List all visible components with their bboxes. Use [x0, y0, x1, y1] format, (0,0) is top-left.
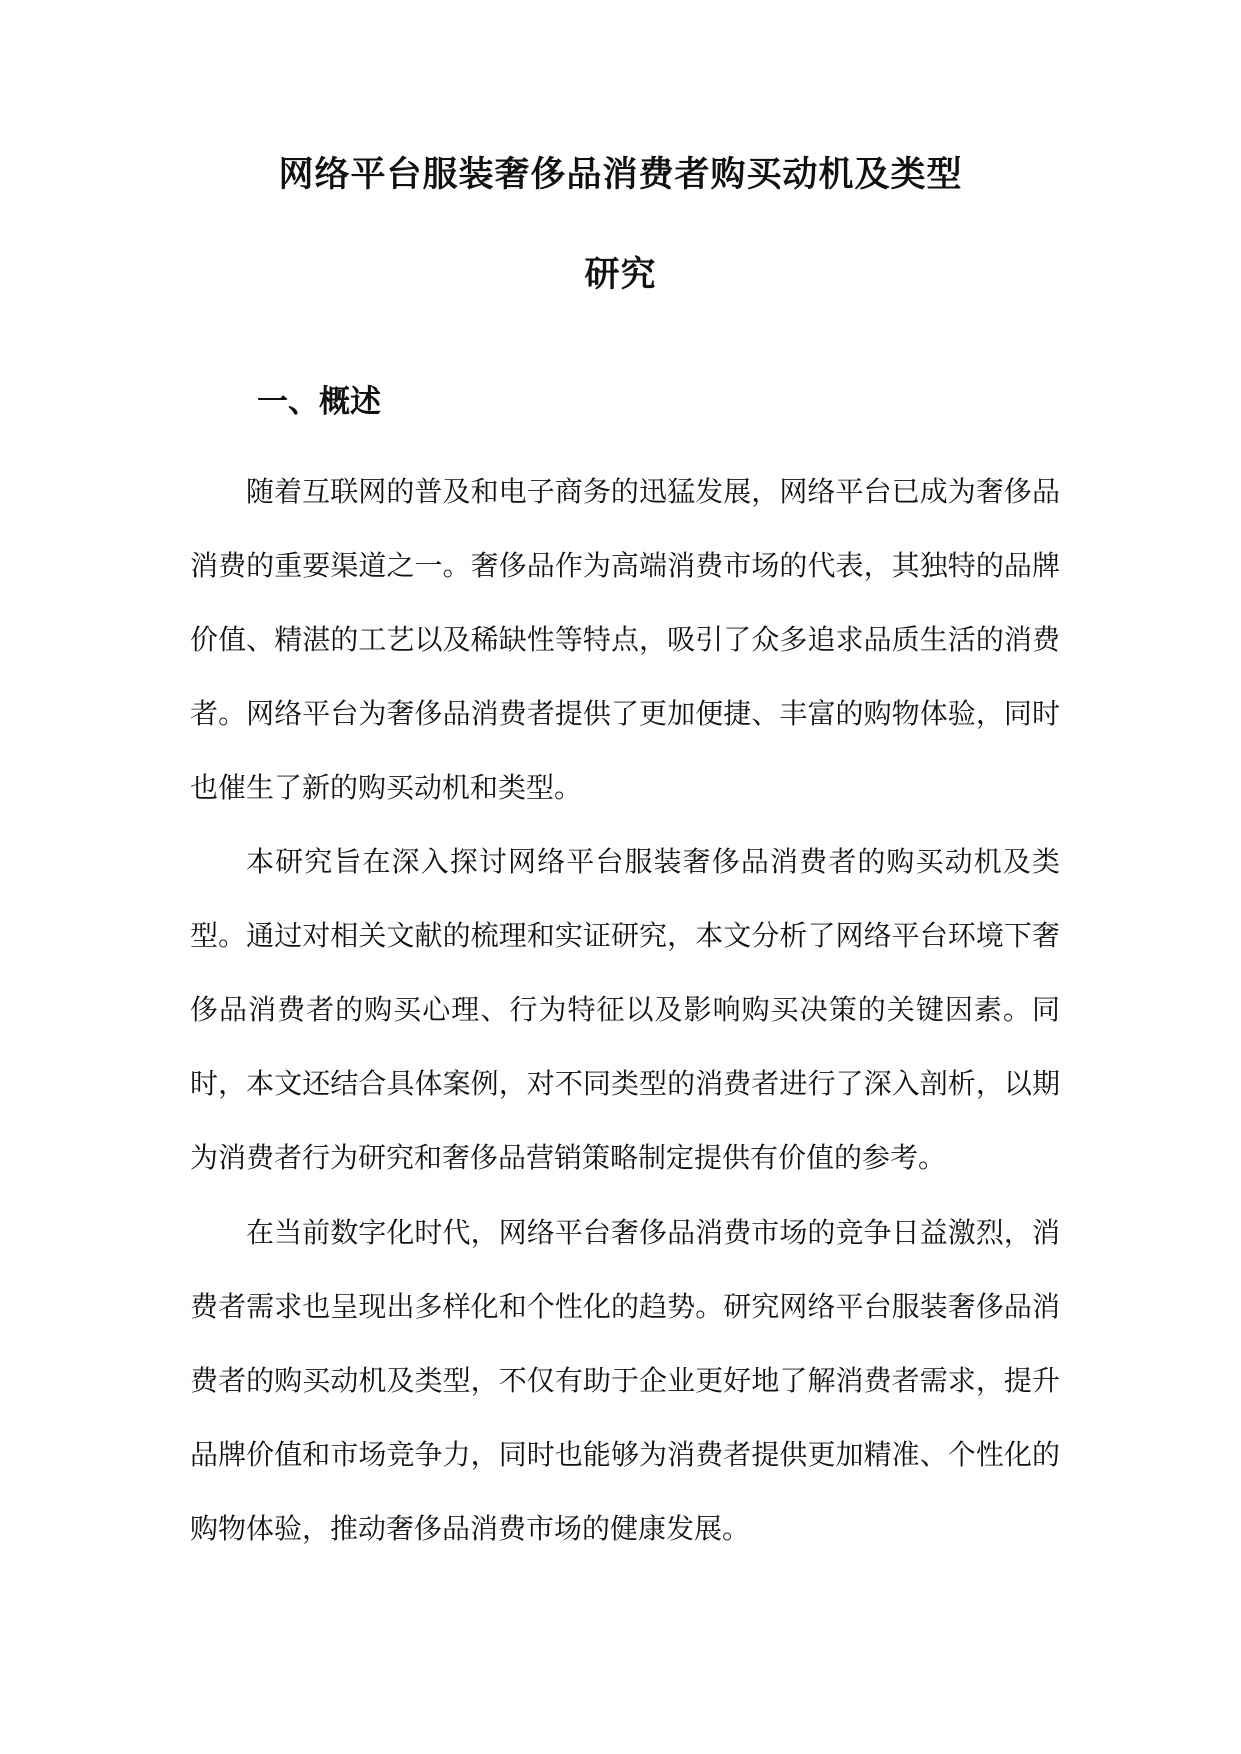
document-title-line-2: 研究 — [584, 254, 657, 295]
body-paragraph-1: 随着互联网的普及和电子商务的迅猛发展，网络平台已成为奢侈品消费的重要渠道之一。奢侈品作为高端消费市场的代表，其独特的品牌价值、精湛的工艺以及稀缺性等特点，吸引了众多追求品质生活的消费者。网络平台为奢侈品消费者提供了更加便捷、丰富的购物体验，同时也催生了新的购买动机和类型。 — [190, 475, 1060, 804]
body-paragraph-3: 在当前数字化时代，网络平台奢侈品消费市场的竞争日益激烈，消费者需求也呈现出多样化和个性化的趋势。研究网络平台服装奢侈品消费者的购买动机及类型，不仅有助于企业更好地了解消费者需求，提升品牌价值和市场竞争力，同时也能够为消费者提供更加精准、个性化的购物体验，推动奢侈品消费市场的健康发展。 — [190, 1216, 1060, 1545]
body-paragraph-2: 本研究旨在深入探讨网络平台服装奢侈品消费者的购买动机及类型。通过对相关文献的梳理和实证研究，本文分析了网络平台环境下奢侈品消费者的购买心理、行为特征以及影响购买决策的关键因素。同时，本文还结合具体案例，对不同类型的消费者进行了深入剖析，以期为消费者行为研究和奢侈品营销策略制定提供有价值的参考。 — [190, 845, 1060, 1174]
document-title-line-1: 网络平台服装奢侈品消费者购买动机及类型 — [278, 154, 963, 195]
section-heading: 一、概述 — [257, 384, 381, 420]
